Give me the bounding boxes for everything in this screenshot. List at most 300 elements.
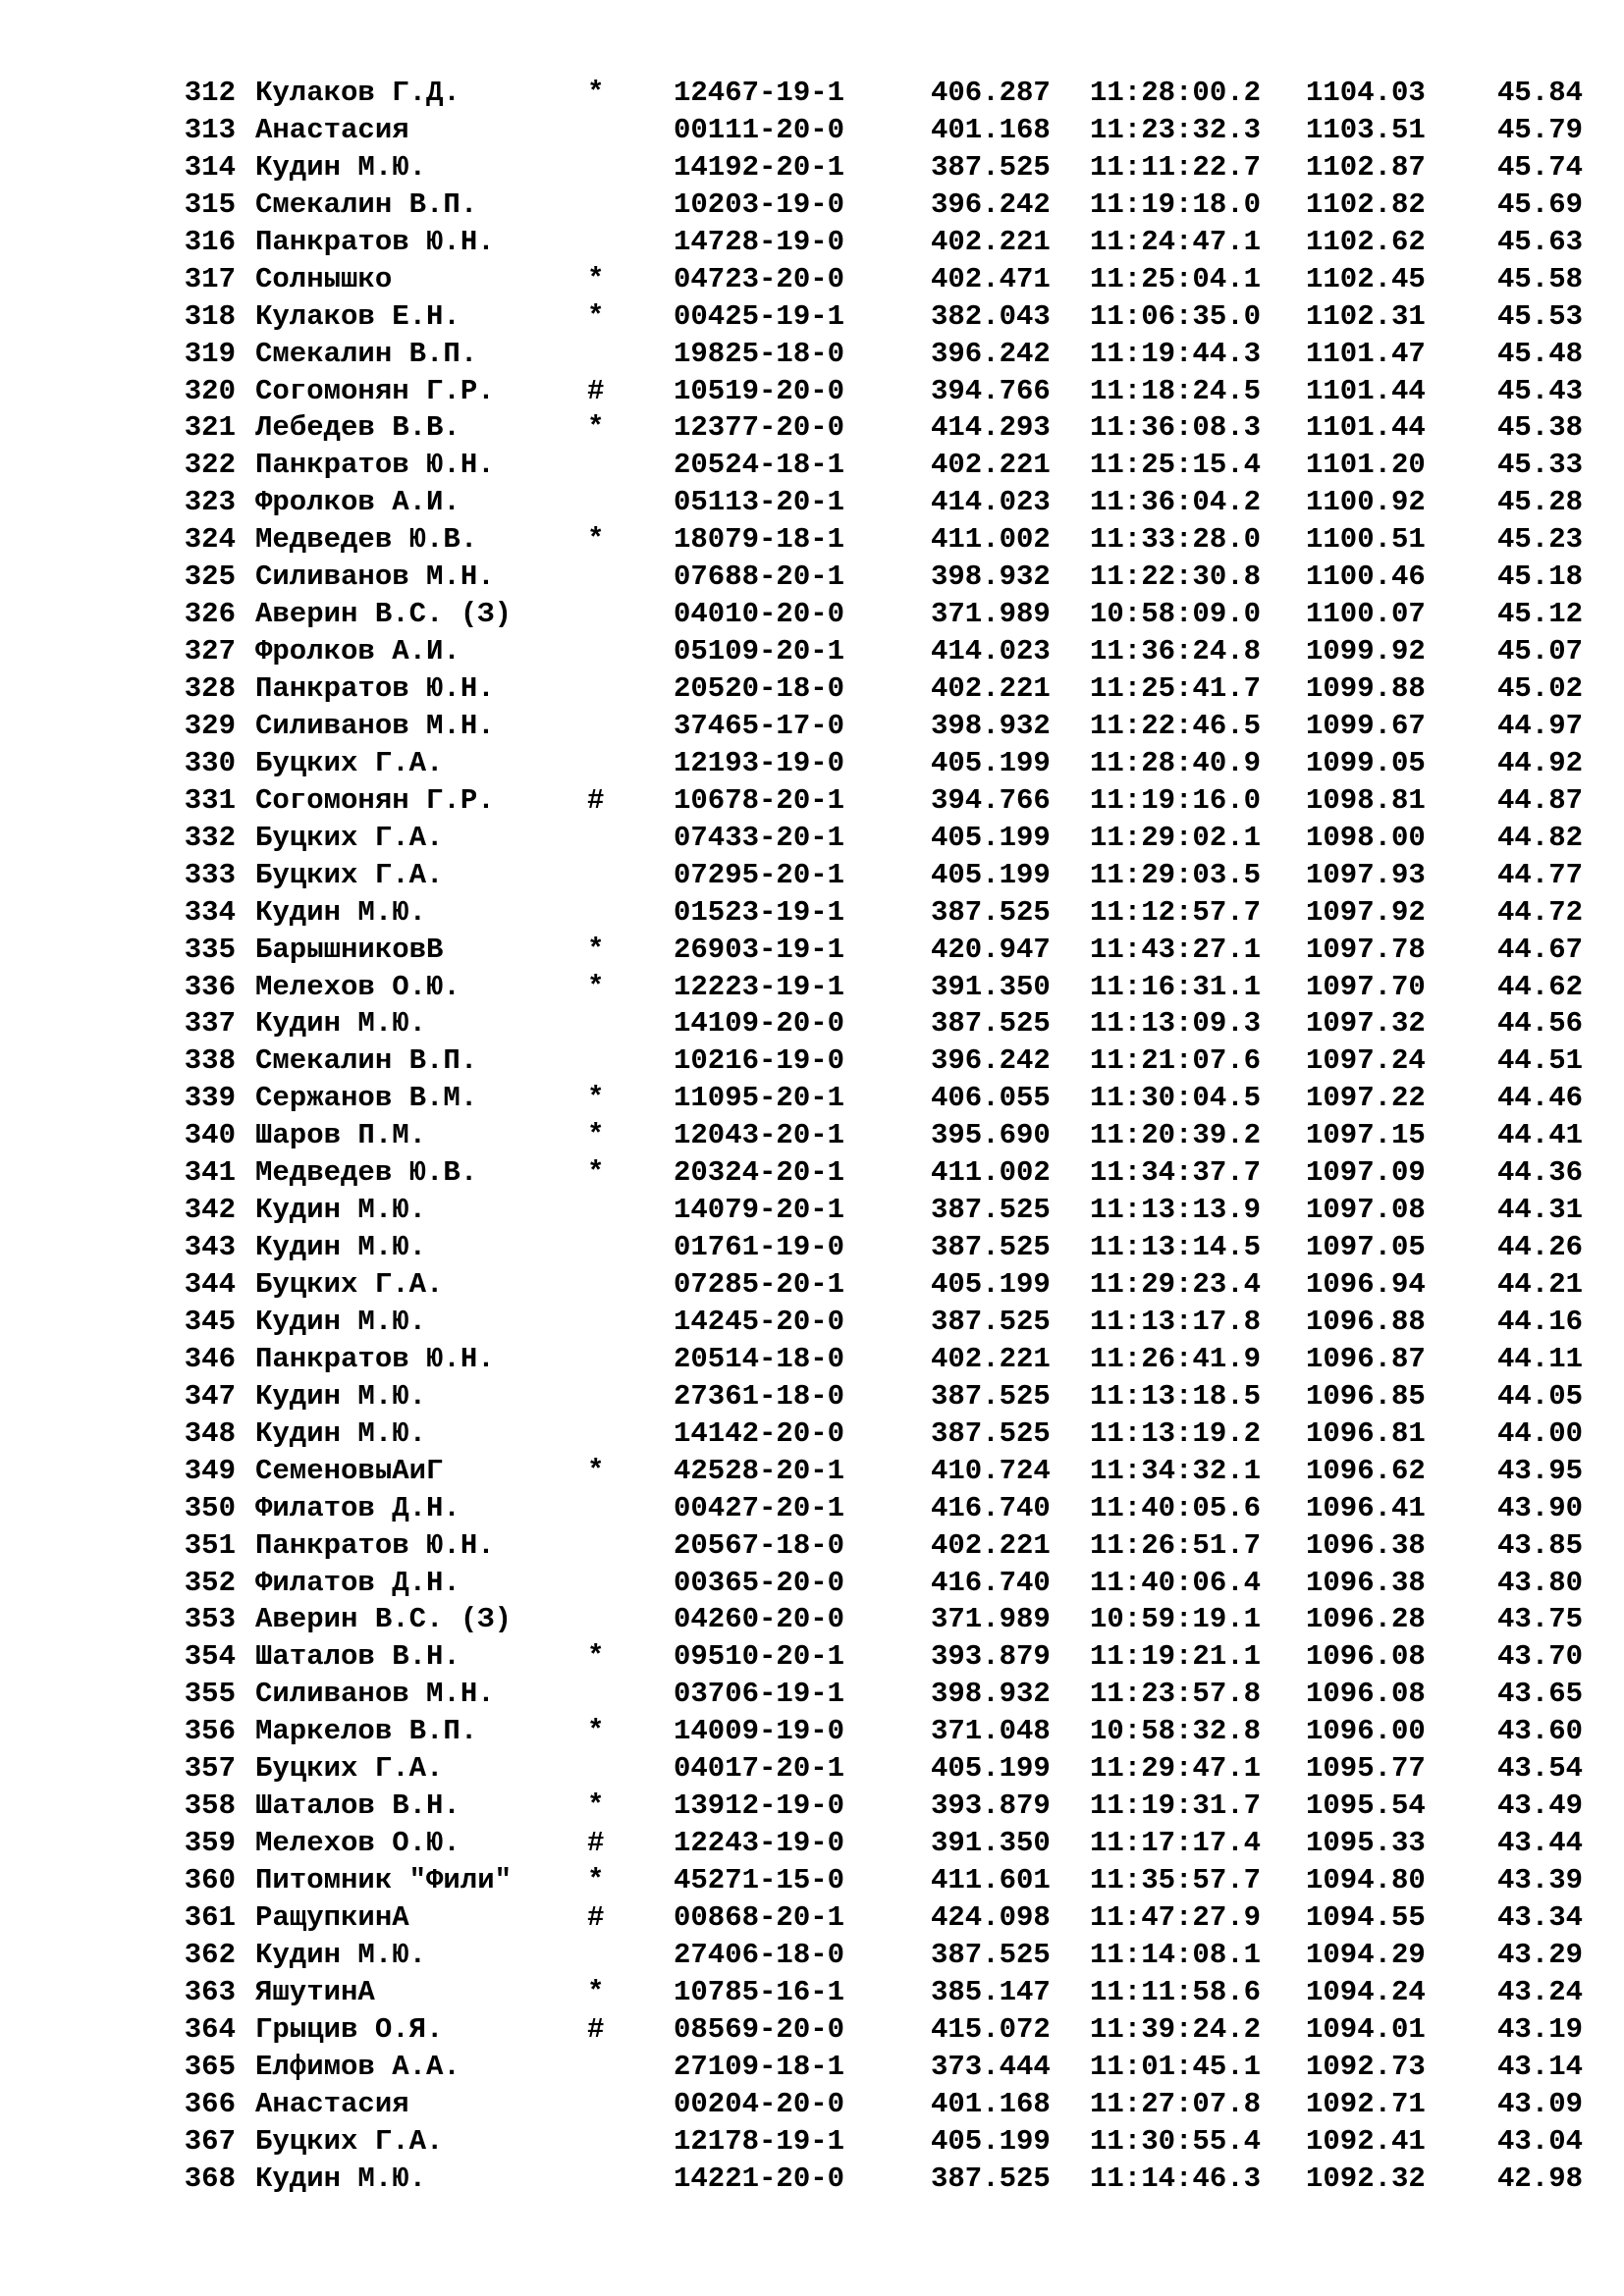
result-row (0, 1527, 1624, 1565)
ring-number-cell: 01761-19-0 (674, 1231, 845, 1264)
name-cell: Кудин М.Ю. (255, 1379, 427, 1413)
ring-number-cell: 00427-20-1 (674, 1491, 845, 1524)
arrival-time-cell: 11:29:02.1 (1090, 821, 1262, 854)
arrival-time-cell: 11:13:09.3 (1090, 1007, 1262, 1041)
ring-number-cell: 14109-20-0 (674, 1007, 845, 1041)
points-cell: 44.82 (1496, 821, 1583, 854)
result-row (0, 1862, 1624, 1899)
place-cell: 329 (184, 709, 236, 742)
points-cell: 44.26 (1496, 1231, 1583, 1264)
distance-cell: 415.072 (931, 2012, 1051, 2046)
arrival-time-cell: 11:22:30.8 (1090, 561, 1262, 594)
points-cell: 43.04 (1496, 2124, 1583, 2158)
result-row (0, 187, 1624, 224)
speed-cell: 1099.88 (1306, 672, 1426, 705)
distance-cell: 371.989 (931, 1603, 1051, 1636)
speed-cell: 1096.08 (1306, 1678, 1426, 1711)
arrival-time-cell: 11:13:18.5 (1090, 1379, 1262, 1413)
arrival-time-cell: 11:23:57.8 (1090, 1678, 1262, 1711)
arrival-time-cell: 11:13:13.9 (1090, 1194, 1262, 1227)
speed-cell: 1101.20 (1306, 449, 1426, 482)
points-cell: 44.92 (1496, 746, 1583, 779)
result-row (0, 1415, 1624, 1453)
place-cell: 332 (184, 821, 236, 854)
name-cell: Панкратов Ю.Н. (255, 225, 495, 258)
points-cell: 45.28 (1496, 486, 1583, 519)
result-row (0, 1788, 1624, 1825)
speed-cell: 1096.41 (1306, 1491, 1426, 1524)
speed-cell: 1102.62 (1306, 225, 1426, 258)
speed-cell: 1098.81 (1306, 783, 1426, 817)
arrival-time-cell: 11:12:57.7 (1090, 895, 1262, 929)
place-cell: 320 (184, 374, 236, 407)
place-cell: 340 (184, 1119, 236, 1152)
place-cell: 343 (184, 1231, 236, 1264)
arrival-time-cell: 11:36:08.3 (1090, 411, 1262, 445)
points-cell: 43.19 (1496, 2012, 1583, 2046)
speed-cell: 1104.03 (1306, 77, 1426, 109)
name-cell: БарышниковВ (255, 933, 444, 966)
points-cell: 43.75 (1496, 1603, 1583, 1636)
place-cell: 349 (184, 1454, 236, 1487)
speed-cell: 1097.92 (1306, 895, 1426, 929)
speed-cell: 1094.29 (1306, 1938, 1426, 1971)
arrival-time-cell: 11:21:07.6 (1090, 1044, 1262, 1078)
ring-number-cell: 20324-20-1 (674, 1156, 845, 1190)
name-cell: Кулаков Г.Д. (255, 77, 460, 109)
points-cell: 44.97 (1496, 709, 1583, 742)
name-cell: Кудин М.Ю. (255, 1305, 427, 1338)
distance-cell: 387.525 (931, 1007, 1051, 1041)
points-cell: 45.58 (1496, 262, 1583, 295)
place-cell: 356 (184, 1715, 236, 1748)
ring-number-cell: 12467-19-1 (674, 77, 845, 109)
distance-cell: 382.043 (931, 299, 1051, 333)
result-row (0, 2123, 1624, 2161)
name-cell: Анастасия (255, 113, 409, 146)
speed-cell: 1100.51 (1306, 523, 1426, 557)
speed-cell: 1092.41 (1306, 2124, 1426, 2158)
ring-number-cell: 03706-19-1 (674, 1678, 845, 1711)
points-cell: 45.18 (1496, 561, 1583, 594)
distance-cell: 394.766 (931, 374, 1051, 407)
points-cell: 43.29 (1496, 1938, 1583, 1971)
distance-cell: 411.601 (931, 1864, 1051, 1896)
place-cell: 324 (184, 523, 236, 557)
speed-cell: 1097.15 (1306, 1119, 1426, 1152)
points-cell: 44.67 (1496, 933, 1583, 966)
speed-cell: 1100.92 (1306, 486, 1426, 519)
result-row (0, 261, 1624, 298)
result-row (0, 1154, 1624, 1192)
name-cell: Кудин М.Ю. (255, 1007, 427, 1041)
points-cell: 44.41 (1496, 1119, 1583, 1152)
place-cell: 316 (184, 225, 236, 258)
ring-number-cell: 00204-20-0 (674, 2087, 845, 2120)
result-row (0, 894, 1624, 932)
result-row (0, 969, 1624, 1006)
distance-cell: 405.199 (931, 821, 1051, 854)
distance-cell: 402.221 (931, 672, 1051, 705)
ring-number-cell: 01523-19-1 (674, 895, 845, 929)
mark-cell: * (587, 411, 605, 445)
arrival-time-cell: 11:19:31.7 (1090, 1789, 1262, 1823)
speed-cell: 1096.38 (1306, 1566, 1426, 1599)
ring-number-cell: 04260-20-0 (674, 1603, 845, 1636)
points-cell: 44.05 (1496, 1379, 1583, 1413)
mark-cell: * (587, 262, 605, 295)
place-cell: 315 (184, 187, 236, 221)
name-cell: Смекалин В.П. (255, 187, 478, 221)
place-cell: 347 (184, 1379, 236, 1413)
points-cell: 43.70 (1496, 1640, 1583, 1674)
name-cell: Силиванов М.Н. (255, 561, 495, 594)
result-row (0, 373, 1624, 410)
place-cell: 367 (184, 2124, 236, 2158)
name-cell: Буцких Г.А. (255, 1752, 444, 1786)
arrival-time-cell: 11:34:32.1 (1090, 1454, 1262, 1487)
place-cell: 322 (184, 449, 236, 482)
result-row (0, 932, 1624, 969)
place-cell: 344 (184, 1268, 236, 1301)
result-row (0, 670, 1624, 708)
ring-number-cell: 07285-20-1 (674, 1268, 845, 1301)
speed-cell: 1096.94 (1306, 1268, 1426, 1301)
name-cell: Панкратов Ю.Н. (255, 1528, 495, 1562)
points-cell: 45.12 (1496, 598, 1583, 631)
arrival-time-cell: 11:25:04.1 (1090, 262, 1262, 295)
points-cell: 45.07 (1496, 635, 1583, 668)
distance-cell: 396.242 (931, 337, 1051, 370)
mark-cell: * (587, 1789, 605, 1823)
speed-cell: 1096.38 (1306, 1528, 1426, 1562)
points-cell: 43.49 (1496, 1789, 1583, 1823)
name-cell: Маркелов В.П. (255, 1715, 478, 1748)
points-cell: 43.09 (1496, 2087, 1583, 2120)
arrival-time-cell: 11:35:57.7 (1090, 1864, 1262, 1896)
place-cell: 336 (184, 970, 236, 1003)
place-cell: 323 (184, 486, 236, 519)
result-row (0, 2086, 1624, 2123)
name-cell: Смекалин В.П. (255, 337, 478, 370)
arrival-time-cell: 10:58:09.0 (1090, 598, 1262, 631)
result-row (0, 409, 1624, 447)
arrival-time-cell: 11:25:41.7 (1090, 672, 1262, 705)
arrival-time-cell: 11:29:03.5 (1090, 858, 1262, 891)
points-cell: 44.31 (1496, 1194, 1583, 1227)
speed-cell: 1096.08 (1306, 1640, 1426, 1674)
ring-number-cell: 12377-20-0 (674, 411, 845, 445)
distance-cell: 398.932 (931, 561, 1051, 594)
result-row (0, 2161, 1624, 2198)
ring-number-cell: 10216-19-0 (674, 1044, 845, 1078)
arrival-time-cell: 11:36:04.2 (1090, 486, 1262, 519)
place-cell: 358 (184, 1789, 236, 1823)
points-cell: 45.33 (1496, 449, 1583, 482)
ring-number-cell: 20514-18-0 (674, 1342, 845, 1375)
points-cell: 44.77 (1496, 858, 1583, 891)
points-cell: 45.63 (1496, 225, 1583, 258)
distance-cell: 387.525 (931, 895, 1051, 929)
name-cell: РащупкинА (255, 1900, 409, 1934)
name-cell: Буцких Г.А. (255, 1268, 444, 1301)
speed-cell: 1102.45 (1306, 262, 1426, 295)
distance-cell: 385.147 (931, 1975, 1051, 2008)
name-cell: Кудин М.Ю. (255, 1416, 427, 1450)
speed-cell: 1092.32 (1306, 2162, 1426, 2195)
place-cell: 330 (184, 746, 236, 779)
result-row (0, 521, 1624, 559)
results-table (0, 75, 1624, 2197)
place-cell: 351 (184, 1528, 236, 1562)
place-cell: 335 (184, 933, 236, 966)
ring-number-cell: 11095-20-1 (674, 1082, 845, 1115)
mark-cell: # (587, 374, 605, 407)
result-row (0, 2049, 1624, 2086)
name-cell: Буцких Г.А. (255, 821, 444, 854)
result-row (0, 1192, 1624, 1229)
arrival-time-cell: 11:01:45.1 (1090, 2050, 1262, 2083)
mark-cell: * (587, 1715, 605, 1748)
distance-cell: 420.947 (931, 933, 1051, 966)
result-row (0, 1713, 1624, 1750)
mark-cell: * (587, 1119, 605, 1152)
mark-cell: # (587, 1900, 605, 1934)
speed-cell: 1094.80 (1306, 1864, 1426, 1896)
name-cell: Фролков А.И. (255, 486, 460, 519)
speed-cell: 1101.44 (1306, 374, 1426, 407)
ring-number-cell: 04723-20-0 (674, 262, 845, 295)
place-cell: 318 (184, 299, 236, 333)
points-cell: 43.80 (1496, 1566, 1583, 1599)
ring-number-cell: 12223-19-1 (674, 970, 845, 1003)
place-cell: 321 (184, 411, 236, 445)
place-cell: 352 (184, 1566, 236, 1599)
ring-number-cell: 14192-20-1 (674, 150, 845, 184)
arrival-time-cell: 11:17:17.4 (1090, 1827, 1262, 1860)
arrival-time-cell: 11:43:27.1 (1090, 933, 1262, 966)
ring-number-cell: 05113-20-1 (674, 486, 845, 519)
name-cell: Силиванов М.Н. (255, 709, 495, 742)
points-cell: 44.56 (1496, 1007, 1583, 1041)
distance-cell: 416.740 (931, 1491, 1051, 1524)
place-cell: 312 (184, 77, 236, 109)
arrival-time-cell: 10:59:19.1 (1090, 1603, 1262, 1636)
name-cell: Панкратов Ю.Н. (255, 449, 495, 482)
result-row (0, 1825, 1624, 1862)
place-cell: 331 (184, 783, 236, 817)
speed-cell: 1099.05 (1306, 746, 1426, 779)
arrival-time-cell: 11:34:37.7 (1090, 1156, 1262, 1190)
ring-number-cell: 04010-20-0 (674, 598, 845, 631)
name-cell: Елфимов А.А. (255, 2050, 460, 2083)
points-cell: 45.69 (1496, 187, 1583, 221)
speed-cell: 1096.62 (1306, 1454, 1426, 1487)
speed-cell: 1094.55 (1306, 1900, 1426, 1934)
points-cell: 45.02 (1496, 672, 1583, 705)
ring-number-cell: 19825-18-0 (674, 337, 845, 370)
name-cell: Буцких Г.А. (255, 746, 444, 779)
name-cell: Кудин М.Ю. (255, 1938, 427, 1971)
speed-cell: 1102.31 (1306, 299, 1426, 333)
ring-number-cell: 20524-18-1 (674, 449, 845, 482)
arrival-time-cell: 11:20:39.2 (1090, 1119, 1262, 1152)
place-cell: 333 (184, 858, 236, 891)
mark-cell: * (587, 1640, 605, 1674)
result-row (0, 1750, 1624, 1788)
name-cell: Согомонян Г.Р. (255, 374, 495, 407)
ring-number-cell: 10678-20-1 (674, 783, 845, 817)
mark-cell: # (587, 2012, 605, 2046)
distance-cell: 387.525 (931, 1305, 1051, 1338)
ring-number-cell: 04017-20-1 (674, 1752, 845, 1786)
distance-cell: 402.471 (931, 262, 1051, 295)
result-row (0, 1974, 1624, 2011)
name-cell: Согомонян Г.Р. (255, 783, 495, 817)
distance-cell: 387.525 (931, 150, 1051, 184)
result-row (0, 1341, 1624, 1378)
distance-cell: 402.221 (931, 1342, 1051, 1375)
arrival-time-cell: 11:19:18.0 (1090, 187, 1262, 221)
place-cell: 313 (184, 113, 236, 146)
place-cell: 355 (184, 1678, 236, 1711)
arrival-time-cell: 11:40:05.6 (1090, 1491, 1262, 1524)
mark-cell: * (587, 1975, 605, 2008)
points-cell: 45.74 (1496, 150, 1583, 184)
speed-cell: 1101.47 (1306, 337, 1426, 370)
name-cell: Буцких Г.А. (255, 2124, 444, 2158)
result-row (0, 820, 1624, 857)
distance-cell: 393.879 (931, 1789, 1051, 1823)
speed-cell: 1097.08 (1306, 1194, 1426, 1227)
speed-cell: 1096.88 (1306, 1305, 1426, 1338)
points-cell: 44.16 (1496, 1305, 1583, 1338)
ring-number-cell: 27109-18-1 (674, 2050, 845, 2083)
ring-number-cell: 00868-20-1 (674, 1900, 845, 1934)
place-cell: 326 (184, 598, 236, 631)
distance-cell: 414.023 (931, 635, 1051, 668)
result-row (0, 1453, 1624, 1490)
ring-number-cell: 27406-18-0 (674, 1938, 845, 1971)
mark-cell: # (587, 783, 605, 817)
place-cell: 319 (184, 337, 236, 370)
arrival-time-cell: 11:28:40.9 (1090, 746, 1262, 779)
name-cell: Питомник "Фили" (255, 1864, 513, 1896)
speed-cell: 1103.51 (1306, 113, 1426, 146)
speed-cell: 1097.09 (1306, 1156, 1426, 1190)
result-row (0, 1638, 1624, 1676)
points-cell: 43.14 (1496, 2050, 1583, 2083)
distance-cell: 402.221 (931, 1528, 1051, 1562)
ring-number-cell: 07295-20-1 (674, 858, 845, 891)
distance-cell: 401.168 (931, 2087, 1051, 2120)
place-cell: 342 (184, 1194, 236, 1227)
result-row (0, 1117, 1624, 1154)
place-cell: 365 (184, 2050, 236, 2083)
ring-number-cell: 00425-19-1 (674, 299, 845, 333)
mark-cell: * (587, 1454, 605, 1487)
points-cell: 43.90 (1496, 1491, 1583, 1524)
arrival-time-cell: 11:06:35.0 (1090, 299, 1262, 333)
place-cell: 354 (184, 1640, 236, 1674)
ring-number-cell: 37465-17-0 (674, 709, 845, 742)
place-cell: 341 (184, 1156, 236, 1190)
distance-cell: 371.989 (931, 598, 1051, 631)
ring-number-cell: 12043-20-1 (674, 1119, 845, 1152)
distance-cell: 371.048 (931, 1715, 1051, 1748)
result-row (0, 559, 1624, 596)
result-row (0, 1565, 1624, 1602)
speed-cell: 1092.71 (1306, 2087, 1426, 2120)
name-cell: Аверин В.С. (З) (255, 1603, 513, 1636)
distance-cell: 387.525 (931, 1231, 1051, 1264)
name-cell: Буцких Г.А. (255, 858, 444, 891)
name-cell: Медведев Ю.В. (255, 523, 478, 557)
points-cell: 44.62 (1496, 970, 1583, 1003)
name-cell: СеменовыАиГ (255, 1454, 444, 1487)
distance-cell: 406.287 (931, 77, 1051, 109)
ring-number-cell: 12193-19-0 (674, 746, 845, 779)
result-row (0, 1229, 1624, 1266)
arrival-time-cell: 11:14:08.1 (1090, 1938, 1262, 1971)
ring-number-cell: 07433-20-1 (674, 821, 845, 854)
arrival-time-cell: 11:11:58.6 (1090, 1975, 1262, 2008)
name-cell: Лебедев В.В. (255, 411, 460, 445)
arrival-time-cell: 11:29:47.1 (1090, 1752, 1262, 1786)
distance-cell: 391.350 (931, 1827, 1051, 1860)
ring-number-cell: 14009-19-0 (674, 1715, 845, 1748)
ring-number-cell: 45271-15-0 (674, 1864, 845, 1896)
place-cell: 338 (184, 1044, 236, 1078)
place-cell: 359 (184, 1827, 236, 1860)
result-row (0, 1080, 1624, 1117)
arrival-time-cell: 11:23:32.3 (1090, 113, 1262, 146)
name-cell: ЯшутинА (255, 1975, 375, 2008)
mark-cell: # (587, 1827, 605, 1860)
points-cell: 44.46 (1496, 1082, 1583, 1115)
mark-cell: * (587, 1864, 605, 1896)
distance-cell: 391.350 (931, 970, 1051, 1003)
mark-cell: * (587, 970, 605, 1003)
arrival-time-cell: 11:39:24.2 (1090, 2012, 1262, 2046)
name-cell: Кудин М.Ю. (255, 2162, 427, 2195)
points-cell: 43.54 (1496, 1752, 1583, 1786)
points-cell: 44.21 (1496, 1268, 1583, 1301)
distance-cell: 405.199 (931, 2124, 1051, 2158)
ring-number-cell: 20567-18-0 (674, 1528, 845, 1562)
arrival-time-cell: 11:13:14.5 (1090, 1231, 1262, 1264)
arrival-time-cell: 11:30:55.4 (1090, 2124, 1262, 2158)
arrival-time-cell: 11:22:46.5 (1090, 709, 1262, 742)
name-cell: Смекалин В.П. (255, 1044, 478, 1078)
arrival-time-cell: 11:28:00.2 (1090, 77, 1262, 109)
name-cell: Аверин В.С. (З) (255, 598, 513, 631)
ring-number-cell: 14221-20-0 (674, 2162, 845, 2195)
name-cell: Солнышко (255, 262, 393, 295)
arrival-time-cell: 11:19:21.1 (1090, 1640, 1262, 1674)
arrival-time-cell: 11:33:28.0 (1090, 523, 1262, 557)
arrival-time-cell: 11:27:07.8 (1090, 2087, 1262, 2120)
points-cell: 43.65 (1496, 1678, 1583, 1711)
distance-cell: 398.932 (931, 1678, 1051, 1711)
result-row (0, 75, 1624, 112)
points-cell: 45.23 (1496, 523, 1583, 557)
name-cell: Шаталов В.Н. (255, 1789, 460, 1823)
ring-number-cell: 10203-19-0 (674, 187, 845, 221)
distance-cell: 396.242 (931, 1044, 1051, 1078)
speed-cell: 1097.32 (1306, 1007, 1426, 1041)
arrival-time-cell: 11:11:22.7 (1090, 150, 1262, 184)
